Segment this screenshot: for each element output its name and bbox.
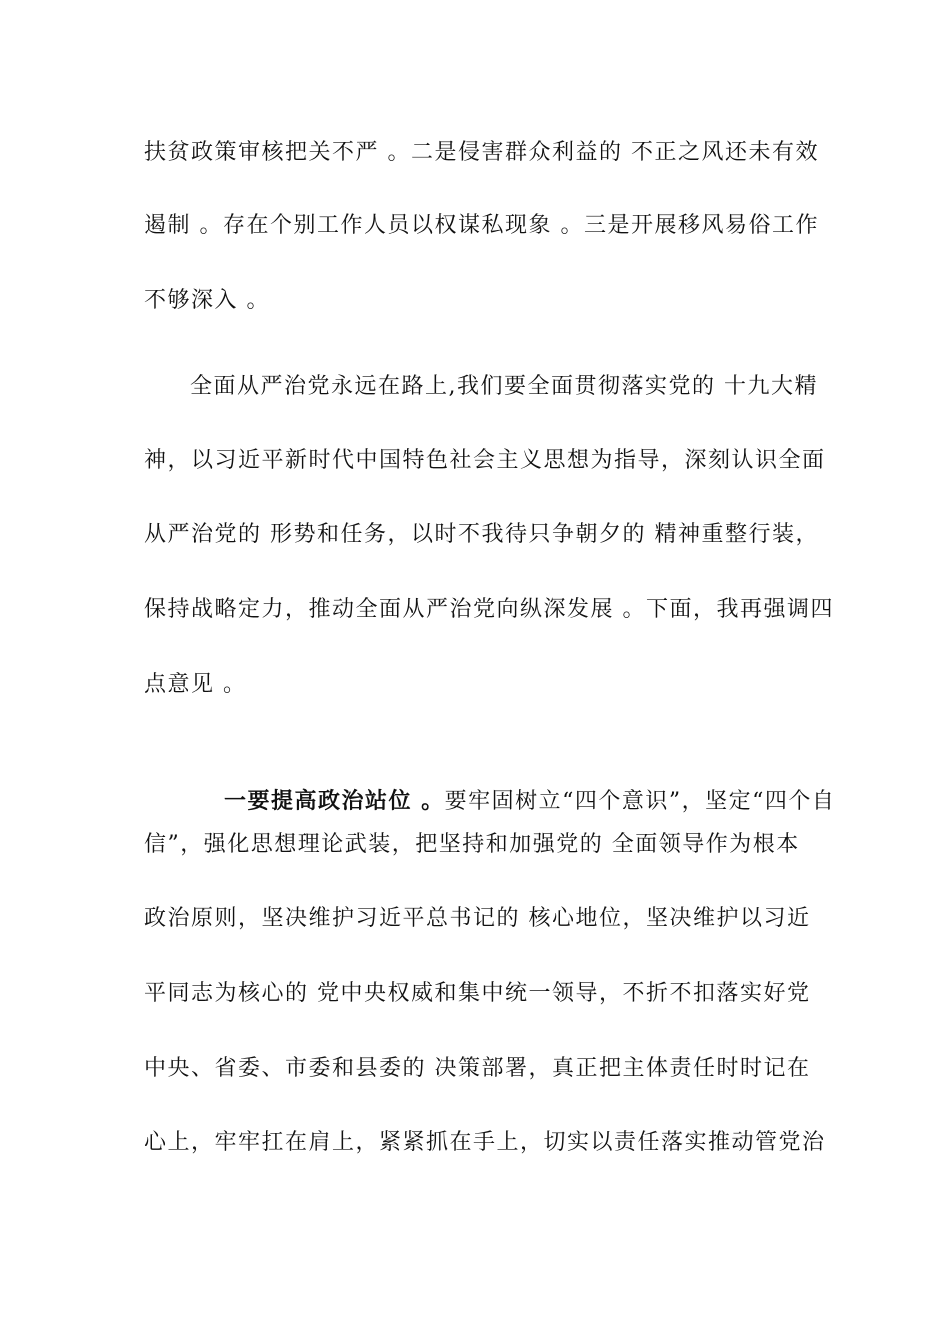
section-heading: 一要提高政治站位 。	[223, 788, 445, 814]
paragraph-line: 保持战略定力，推动全面从严治党向纵深发展 。下面，我再强调四	[144, 597, 834, 622]
paragraph-line: 不够深入 。	[144, 288, 270, 313]
paragraph-line: 信”，强化思想理论武装，把坚持和加强党的 全面领导作为根本	[144, 832, 800, 857]
paragraph-line: 政治原则，坚决维护习近平总书记的 核心地位，坚决维护以习近	[144, 906, 811, 931]
heading-continuation: 要牢固树立	[444, 789, 563, 814]
paragraph-line: 遏制 。存在个别工作人员以权谋私现象 。三是开展移风易俗工作	[144, 213, 819, 238]
paragraph-line: 神，以习近平新时代中国特色社会主义思想为指导，深刻认识全面	[144, 448, 826, 473]
paragraph-line: 从严治党的 形势和任务，以时不我待只争朝夕的 精神重整行装，	[144, 522, 819, 547]
paragraph-line: 点意见 。	[144, 672, 247, 697]
paragraph-line: 心上，牢牢扛在肩上，紧紧抓在手上，切实以责任落实推动管党治	[144, 1130, 826, 1155]
paragraph-line: 全面从严治党永远在路上,我们要全面贯彻落实党的 十九大精	[190, 374, 818, 399]
heading-continuation-2: “四个意识”，坚定“四个自	[562, 789, 836, 814]
paragraph-line: 扶贫政策审核把关不严 。二是侵害群众利益的 不正之风还未有效	[144, 140, 819, 165]
paragraph-line: 中央、省委、市委和县委的 决策部署，真正把主体责任时时记在	[144, 1056, 811, 1081]
paragraph-line: 平同志为核心的 党中央权威和集中统一领导，不折不扣落实好党	[144, 981, 811, 1006]
